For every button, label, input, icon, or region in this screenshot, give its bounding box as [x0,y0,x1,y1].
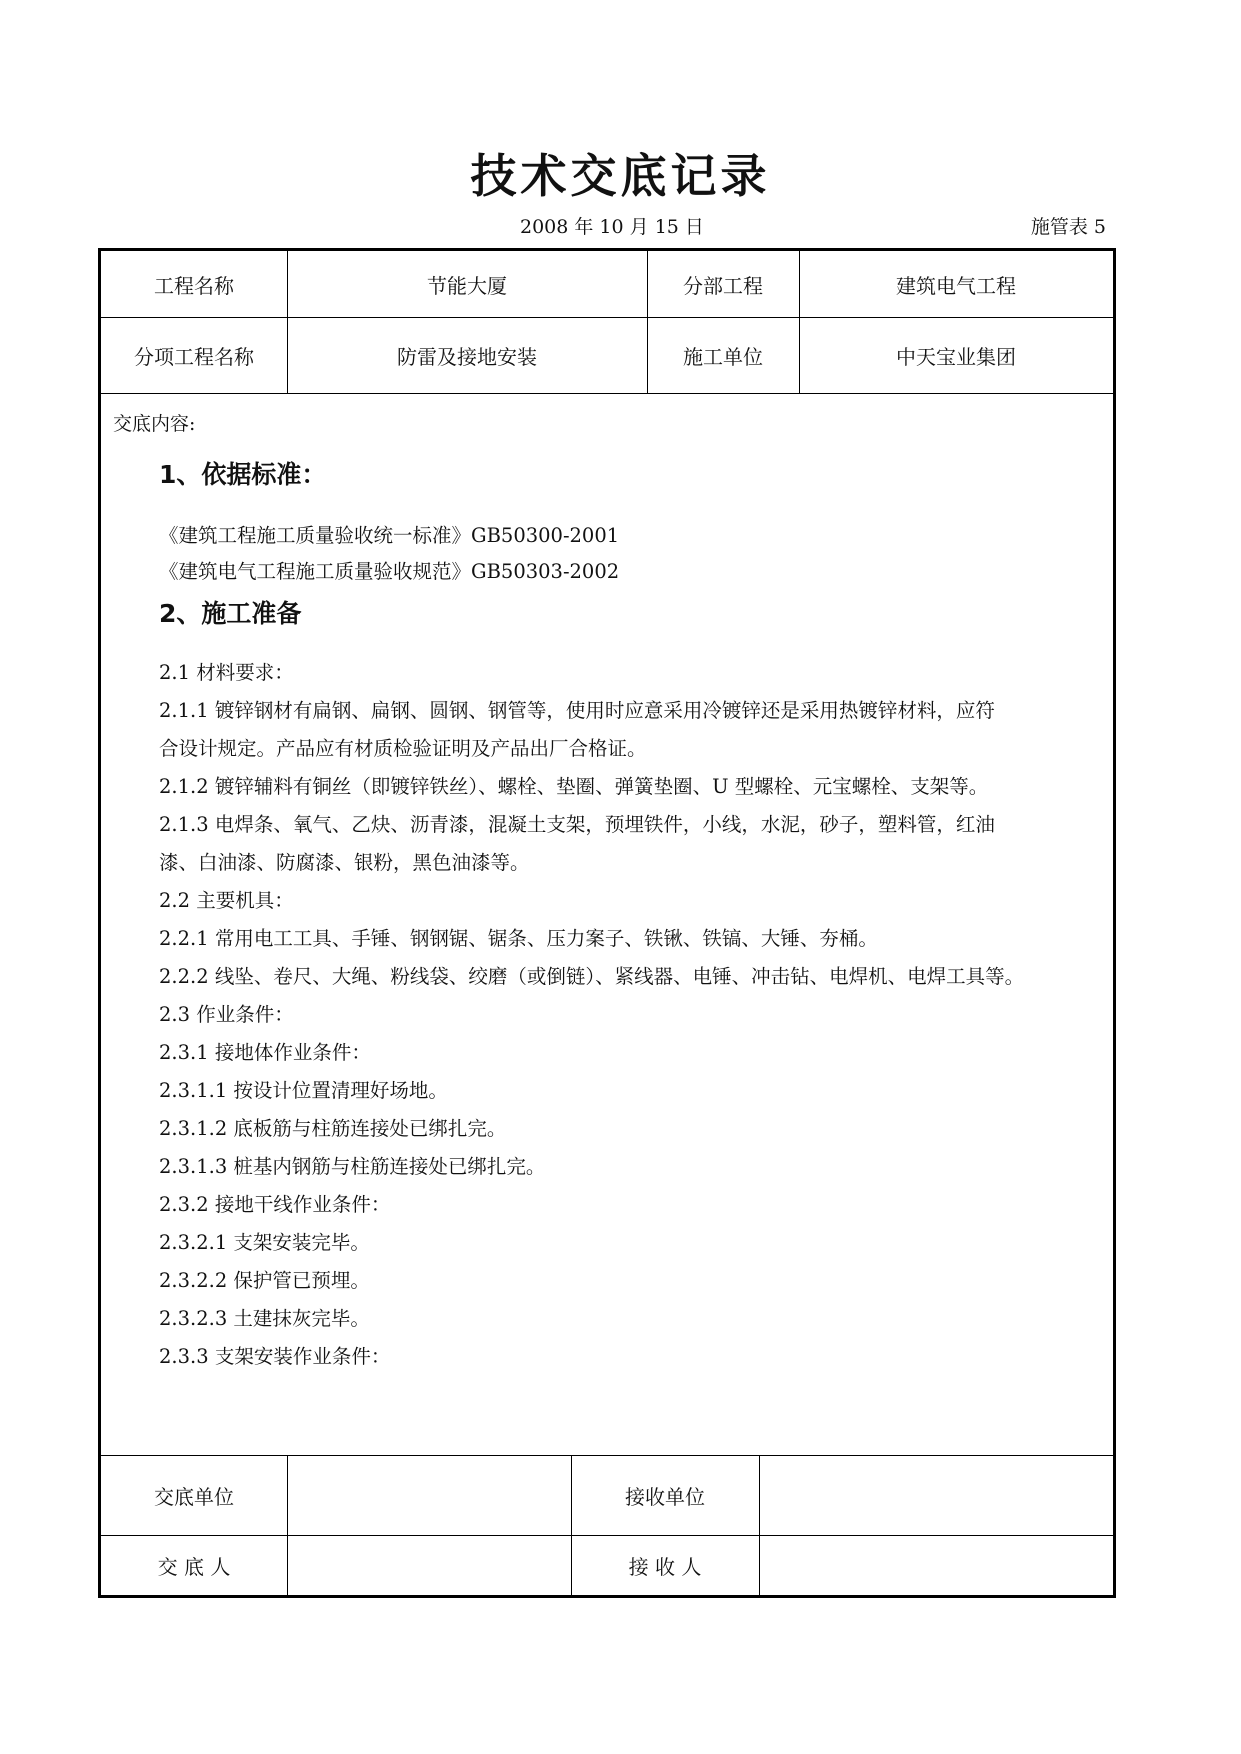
document-title: 技术交底记录 [470,149,771,203]
receiver-person-field[interactable] [759,1535,1113,1595]
content-line: 2.3.2.3 土建抹灰完毕。 [159,1307,370,1330]
receiver-unit-label: 接收单位 [625,1484,705,1509]
content-line: 2.3.1 接地体作业条件： [159,1041,371,1064]
issuer-person-field[interactable] [287,1535,571,1595]
content-line: 2.3 作业条件： [159,1003,294,1026]
standard-line: 《建筑电气工程施工质量验收规范》GB50303-2002 [159,560,620,583]
receiver-unit-field[interactable] [759,1455,1113,1535]
content-label: 交底内容: [113,413,196,435]
content-line: 2.3.2.2 保护管已预埋。 [159,1269,370,1292]
row-divider [101,317,1113,318]
section-heading: 2、施工准备 [159,599,302,628]
contractor-label: 施工单位 [683,344,763,369]
content-line: 2.3.1.3 桩基内钢筋与柱筋连接处已绑扎完。 [159,1155,546,1178]
record-date: 2008 年 10 月 15 日 [520,216,704,238]
column-divider [287,251,288,393]
column-divider [799,251,800,393]
content-line: 2.1 材料要求： [159,661,294,684]
briefing-content [101,399,1113,1463]
subitem-value: 防雷及接地安装 [397,344,537,369]
content-line: 2.3.1.2 底板筋与柱筋连接处已绑扎完。 [159,1117,507,1140]
content-line: 2.1.3 电焊条、氧气、乙炔、沥青漆，混凝土支架，预埋铁件，小线，水泥，砂子，塑料管，红油 [159,813,995,836]
content-line: 2.3.2 接地干线作业条件： [159,1193,391,1216]
record-table [98,248,1116,1598]
project-name-label: 工程名称 [154,273,234,298]
content-line: 2.1.2 镀锌辅料有铜丝（即镀锌铁丝）、螺栓、垫圈、弹簧垫圈、U 型螺栓、元宝螺栓、支架等。 [159,775,989,798]
issuer-person-label: 交 底 人 [157,1554,231,1579]
division-value: 建筑电气工程 [896,273,1016,298]
content-line: 2.3.3 支架安装作业条件： [159,1345,391,1368]
content-line: 2.3.2.1 支架安装完毕。 [159,1231,370,1254]
standard-line: 《建筑工程施工质量验收统一标准》GB50300-2001 [159,524,620,547]
column-divider [647,251,648,393]
content-line: 2.2.1 常用电工工具、手锤、钢钢锯、锯条、压力案子、铁锹、铁镐、大锤、夯桶。 [159,927,878,950]
division-label: 分部工程 [683,273,763,298]
contractor-value: 中天宝业集团 [896,344,1016,369]
project-name-value: 节能大厦 [427,273,507,298]
content-line: 合设计规定。产品应有材质检验证明及产品出厂合格证。 [159,737,647,760]
receiver-person-label: 接 收 人 [628,1554,702,1579]
form-number: 施管表 5 [1030,216,1106,238]
content-line: 2.2.2 线坠、卷尺、大绳、粉线袋、绞磨（或倒链）、紧线器、电锤、冲击钻、电焊机、电焊工具等。 [159,965,1025,988]
content-line: 2.2 主要机具： [159,889,294,912]
issuer-unit-label: 交底单位 [154,1484,234,1509]
subitem-label: 分项工程名称 [134,344,254,369]
content-line: 漆、白油漆、防腐漆、银粉，黑色油漆等。 [159,851,530,874]
content-line: 2.3.1.1 按设计位置清理好场地。 [159,1079,448,1102]
section-heading: 1、依据标准： [159,460,327,489]
row-divider [101,393,1113,394]
issuer-unit-field[interactable] [287,1455,571,1535]
content-line: 2.1.1 镀锌钢材有扁钢、扁钢、圆钢、钢管等，使用时应意采用冷镀锌还是采用热镀锌材料，应符 [159,699,995,722]
